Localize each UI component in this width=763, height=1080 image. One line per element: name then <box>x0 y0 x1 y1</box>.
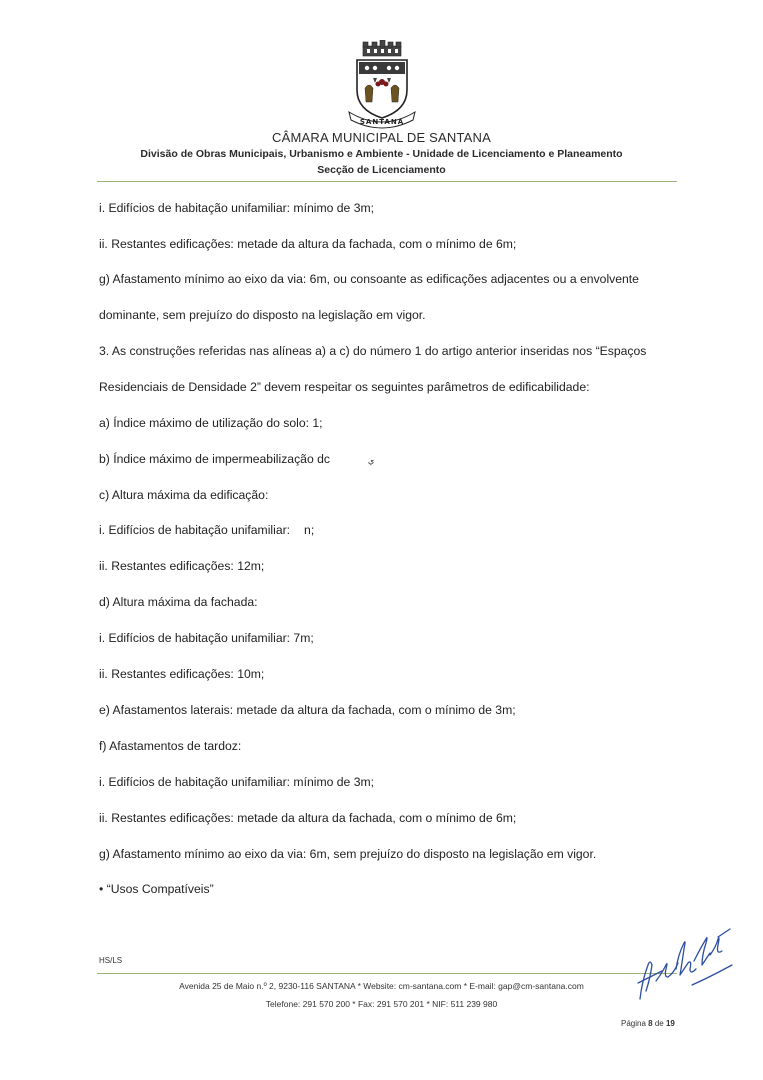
body-line: g) Afastamento mínimo ao eixo da via: 6m, ou consoante as edificações adjacentes ou a envolvente <box>99 272 639 286</box>
page-current: 8 <box>648 1019 653 1028</box>
body-line-fragment: n; <box>304 523 315 537</box>
body-line: e) Afastamentos laterais: metade da altura da fachada, com o mínimo de 3m; <box>99 703 516 717</box>
page-total: 19 <box>665 1019 675 1028</box>
body-line-redacted <box>99 523 314 537</box>
author-initials: HS/LS <box>99 956 123 965</box>
body-line: ii. Restantes edificações: 12m; <box>99 559 265 573</box>
footer-contacts: Telefone: 291 570 200 * Fax: 291 570 201 * NIF: 511 239 980 <box>265 999 498 1009</box>
svg-text:SANTANA: SANTANA <box>359 118 405 126</box>
body-line: i. Edifícios de habitação unifamiliar: mínimo de 3m; <box>99 201 375 215</box>
coat-of-arms-icon <box>343 40 421 130</box>
body-line: ii. Restantes edificações: metade da altura da fachada, com o mínimo de 6m; <box>99 237 517 251</box>
body-line: d) Altura máxima da fachada: <box>99 595 258 609</box>
municipality-title: CÂMARA MUNICIPAL DE SANTANA <box>272 130 491 145</box>
redaction-blank <box>330 452 368 466</box>
body-line-redacted <box>99 452 374 466</box>
body-line: dominante, sem prejuízo do disposto na legislação em vigor. <box>99 308 426 322</box>
redaction-blank <box>290 523 304 537</box>
body-line-text: b) Índice máximo de impermeabilização dc <box>99 452 330 466</box>
body-line: • “Usos Compatíveis” <box>99 882 214 896</box>
section-subtitle: Secção de Licenciamento <box>317 164 446 176</box>
body-line: 3. As construções referidas nas alíneas a) a c) do número 1 do artigo anterior inseridas nos “Espaços <box>99 344 647 358</box>
body-line: i. Edifícios de habitação unifamiliar: 7m; <box>99 631 314 645</box>
body-line: ii. Restantes edificações: 10m; <box>99 667 265 681</box>
body-line-fragment: ي <box>368 456 375 465</box>
page-label: Página <box>621 1019 646 1028</box>
header-divider <box>97 181 677 182</box>
body-line: f) Afastamentos de tardoz: <box>99 739 242 753</box>
footer-divider <box>97 973 677 974</box>
body-line-text: i. Edifícios de habitação unifamiliar: <box>99 523 291 537</box>
body-line: c) Altura máxima da edificação: <box>99 488 269 502</box>
page-number <box>621 1019 675 1028</box>
page-of: de <box>654 1019 664 1028</box>
signature-icon <box>632 925 738 1005</box>
body-line: i. Edifícios de habitação unifamiliar: mínimo de 3m; <box>99 775 375 789</box>
division-subtitle: Divisão de Obras Municipais, Urbanismo e Ambiente - Unidade de Licenciamento e Planeamento <box>140 148 623 160</box>
footer-address: Avenida 25 de Maio n.º 2, 9230-116 SANTANA * Website: cm-santana.com * E-mail: gap@cm-santana.com <box>179 981 584 991</box>
body-line: Residenciais de Densidade 2” devem respeitar os seguintes parâmetros de edificabilidade: <box>99 380 590 394</box>
body-line: a) Índice máximo de utilização do solo: 1; <box>99 416 323 430</box>
body-line: g) Afastamento mínimo ao eixo da via: 6m, sem prejuízo do disposto na legislação em vigor. <box>99 847 597 861</box>
body-line: ii. Restantes edificações: metade da altura da fachada, com o mínimo de 6m; <box>99 811 517 825</box>
